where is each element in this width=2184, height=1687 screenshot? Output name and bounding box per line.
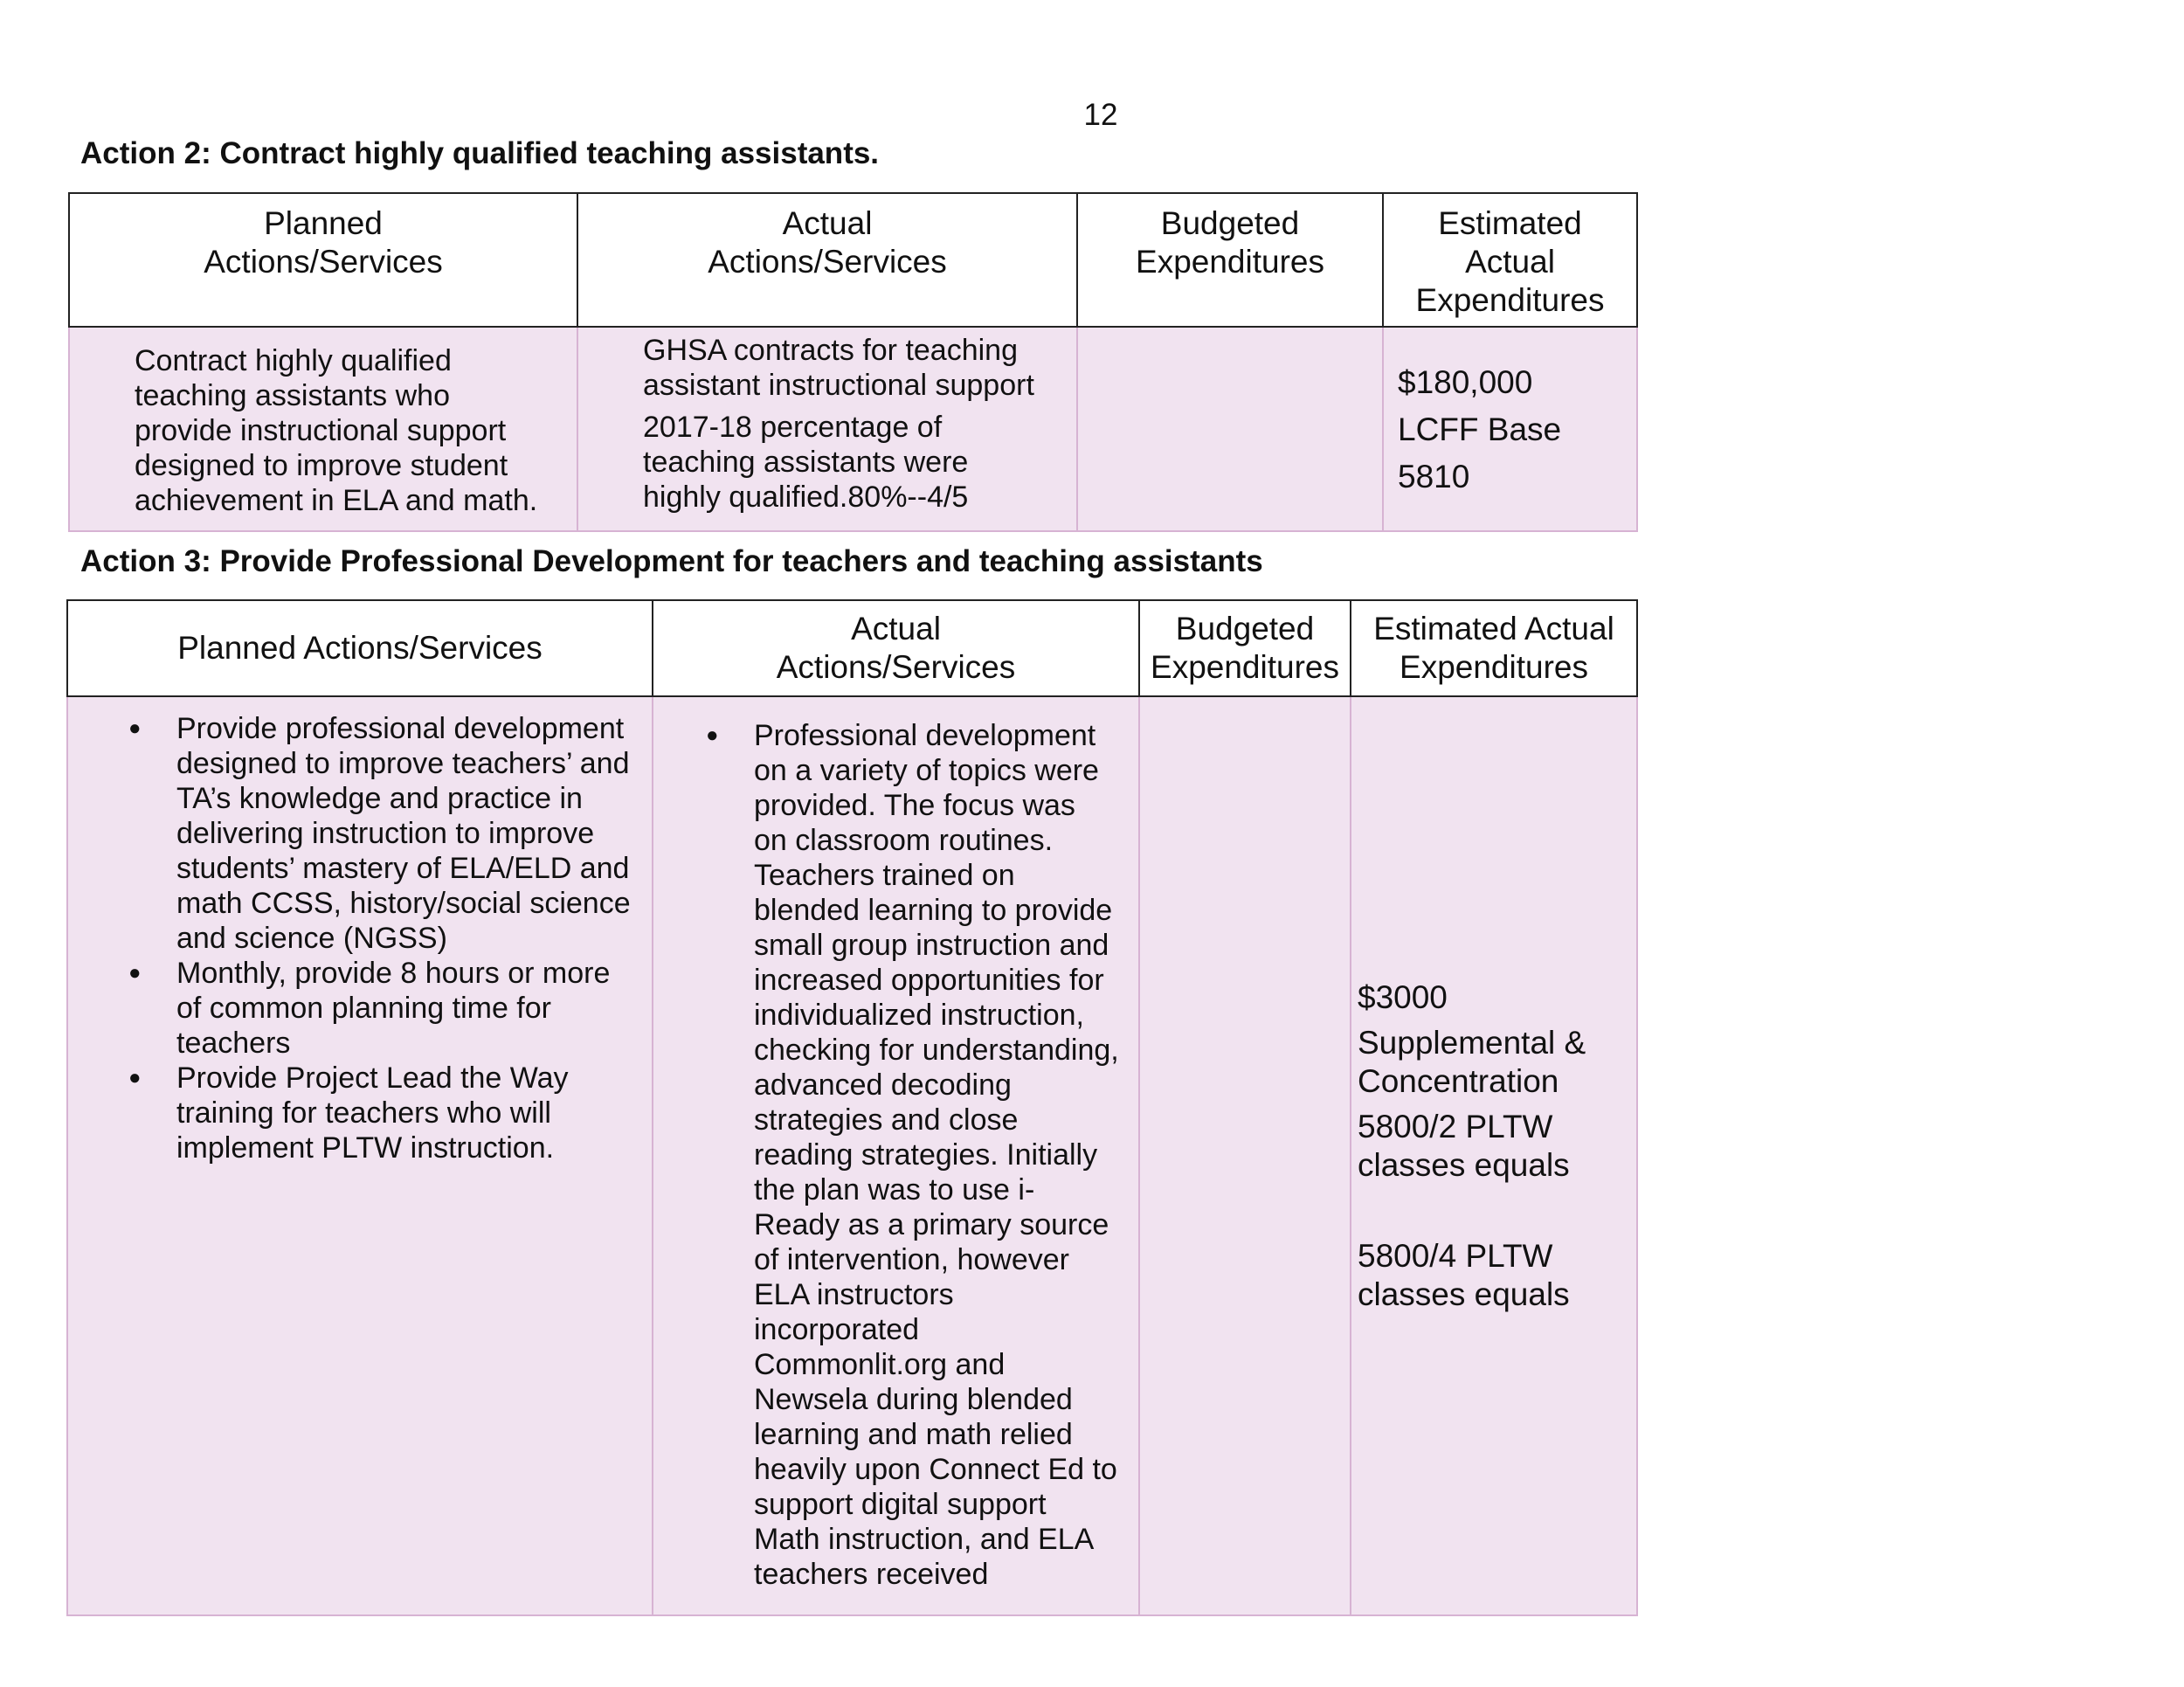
budgeted-cell (1077, 327, 1383, 531)
planned-header: Planned Actions/Services (67, 600, 653, 696)
table-header-row (67, 600, 1637, 696)
planned-header: Planned Actions/Services (69, 193, 577, 327)
actual-cell: GHSA contracts for teaching assistant instructional support 2017-18 percentage of teaching assistants were highly qualified.80%--4/5 (577, 327, 1077, 531)
planned-cell (67, 696, 653, 1615)
budgeted-header: Budgeted Expenditures (1139, 600, 1351, 696)
funding-source: Supplemental & Concentration (1358, 1025, 1586, 1099)
estimated-cell (1351, 696, 1637, 1615)
action-3-table (66, 599, 1638, 1616)
actual-cell (653, 696, 1139, 1615)
list-item: ● Monthly, provide 8 hours or more of common planning time for teachers (128, 956, 652, 1061)
actual-header: Actual Actions/Services (577, 193, 1077, 327)
action-2-table (68, 192, 1638, 532)
estimated-cell: $180,000 LCFF Base 5810 (1383, 327, 1637, 531)
action-2-heading: Action 2: Contract highly qualified teaching assistants. (80, 136, 880, 170)
estimated-header: Estimated Actual Expenditures (1351, 600, 1637, 696)
estimated-header: Estimated Actual Expenditures (1383, 193, 1637, 327)
table-row (69, 327, 1637, 531)
actual-header: Actual Actions/Services (653, 600, 1139, 696)
planned-cell: Contract highly qualified teaching assistants who provide instructional support designed to improve student achievement in ELA and math. (69, 327, 577, 531)
actual-bullet-list (653, 697, 1138, 1592)
list-item: ● Professional development on a variety of topics were provided. The focus was on classroom routines. Teachers trained on blended learning to provide small group instruction and increased opportunities for individualized instruction, checking for understanding, advanced decoding strategies and close reading strategies. Initially the plan was to use i- Ready as a primary source of intervention, however ELA instructors incorporated Commonlit.org and Newsela during blended learning and math relied heavily upon Connect Ed to support digital support Math instruction, and ELA teachers received (706, 718, 1138, 1592)
list-item: ● Provide professional development designed to improve teachers’ and TA’s knowledge and practice in delivering instruction to improve students’ mastery of ELA/ELD and math CCSS, history/social science and science (NGSS) (128, 711, 652, 956)
budgeted-cell (1139, 696, 1351, 1615)
table-row (67, 696, 1637, 1615)
planned-bullet-list (68, 697, 652, 1165)
pltw-line-2: 5800/4 PLTW classes equals (1358, 1238, 1570, 1312)
pltw-line-1: 5800/2 PLTW classes equals (1358, 1109, 1570, 1183)
table-header-row (69, 193, 1637, 327)
estimated-amount: $3000 (1358, 979, 1448, 1015)
action-3-heading: Action 3: Provide Professional Development for teachers and teaching assistants (80, 544, 1263, 578)
page-number: 12 (1083, 98, 1118, 132)
budgeted-header: Budgeted Expenditures (1077, 193, 1383, 327)
list-item: ● Provide Project Lead the Way training for teachers who will implement PLTW instruction. (128, 1061, 652, 1165)
